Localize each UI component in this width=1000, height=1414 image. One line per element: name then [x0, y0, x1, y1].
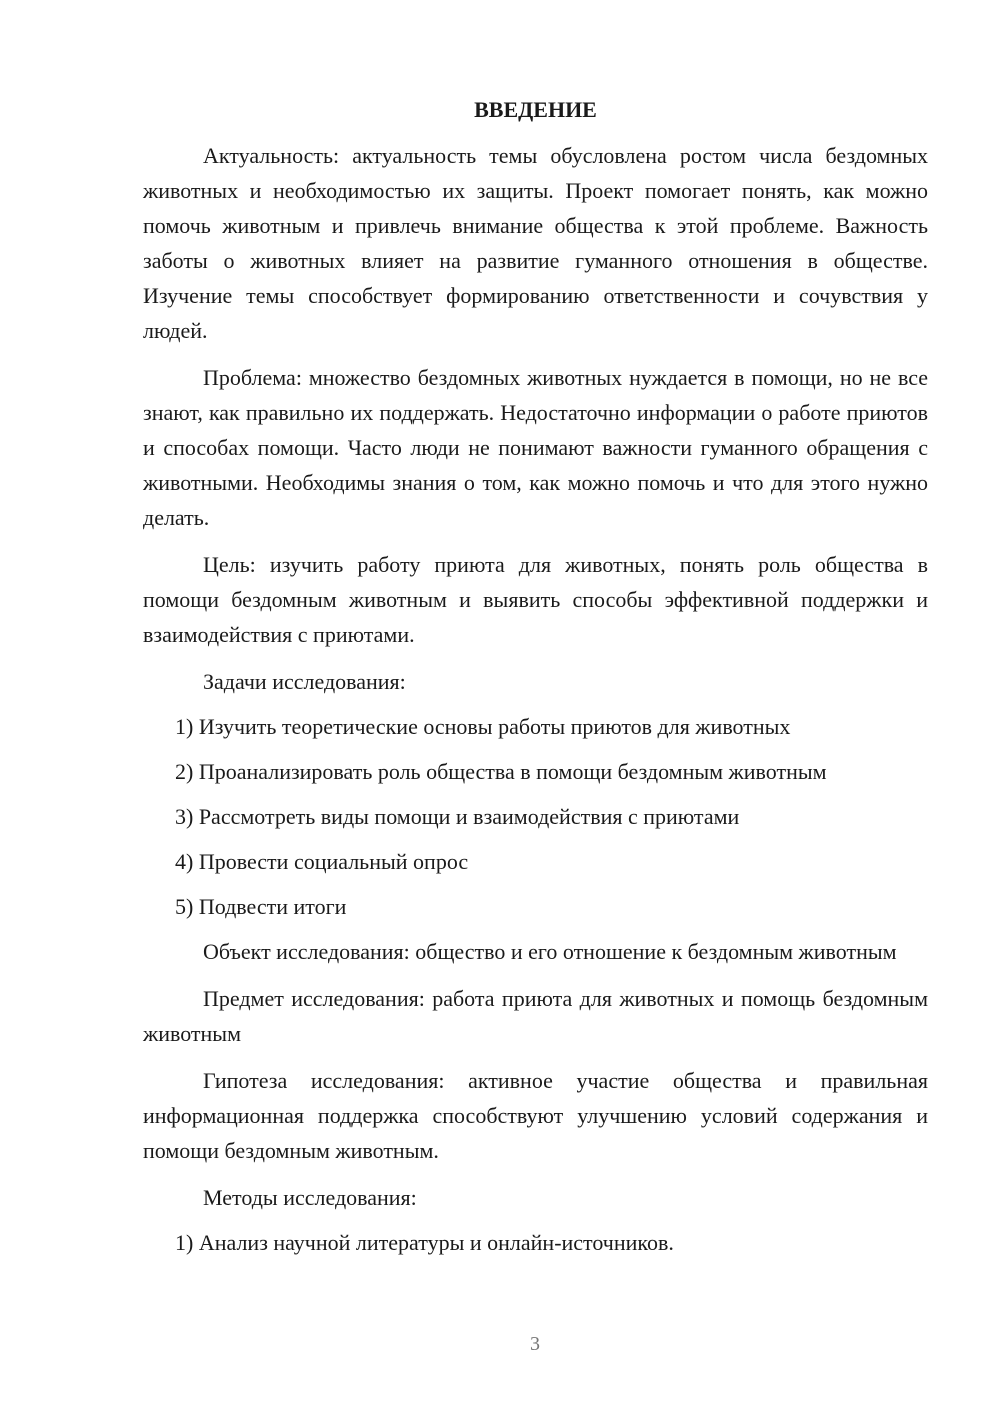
list-item: 1) Изучить теоретические основы работы приютов для животных [175, 714, 791, 739]
methods-heading: Методы исследования: [203, 1185, 417, 1210]
document-page [143, 96, 928, 1270]
object-paragraph: Объект исследования: общество и его отношение к бездомным животным [203, 939, 897, 964]
list-item: 4) Провести социальный опрос [175, 849, 469, 874]
tasks-heading: Задачи исследования: [203, 669, 406, 694]
goal-paragraph: Цель: изучить работу приюта для животных, понять роль общества в помощи бездомным животным и выявить способы эффективной поддержки и взаимодействия с приютами. [143, 552, 928, 647]
tasks-list [143, 709, 928, 924]
page-number: 3 [530, 1333, 540, 1355]
subject-paragraph: Предмет исследования: работа приюта для животных и помощь бездомным животным [143, 986, 928, 1046]
page-title: ВВЕДЕНИЕ [474, 97, 597, 122]
list-item: 3) Рассмотреть виды помощи и взаимодействия с приютами [175, 804, 740, 829]
list-item: 2) Проанализировать роль общества в помощи бездомным животным [175, 759, 827, 784]
hypothesis-paragraph: Гипотеза исследования: активное участие общества и правильная информационная поддержка способствуют улучшению условий содержания и помощи бездомным животным. [143, 1068, 928, 1163]
list-item: 1) Анализ научной литературы и онлайн-источников. [175, 1230, 674, 1255]
methods-list [143, 1225, 928, 1260]
relevance-paragraph: Актуальность: актуальность темы обусловлена ростом числа бездомных животных и необходимостью их защиты. Проект помогает понять, как можно помочь животным и привлечь внимание общества к этой проблеме. Важность заботы о животных влияет на развитие гуманного отношения в обществе. Изучение темы способствует формированию ответственности и сочувствия у людей. [143, 143, 928, 343]
list-item: 5) Подвести итоги [175, 894, 347, 919]
problem-paragraph: Проблема: множество бездомных животных нуждается в помощи, но не все знают, как правильно их поддержать. Недостаточно информации о работе приютов и способах помощи. Часто люди не понимают важности гуманного обращения с животными. Необходимы знания о том, как можно помочь и что для этого нужно делать. [143, 365, 928, 530]
